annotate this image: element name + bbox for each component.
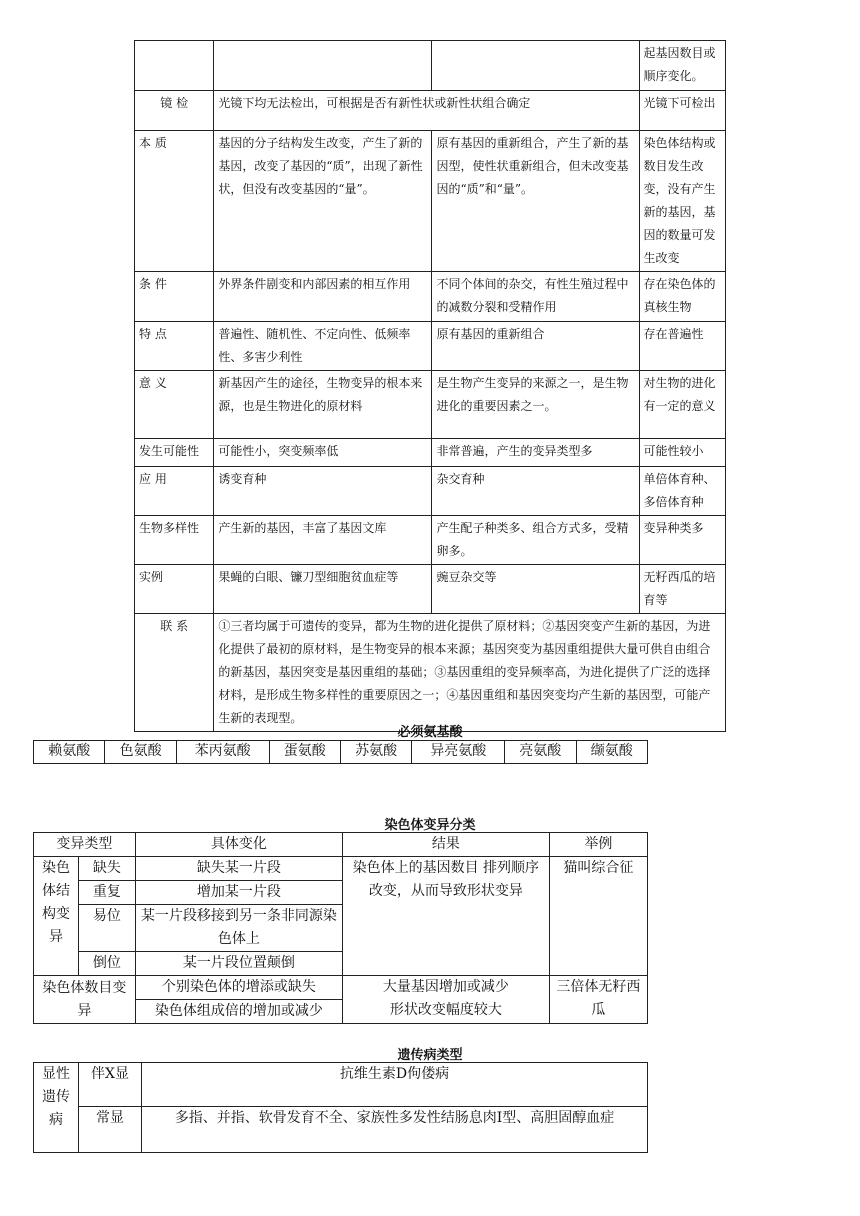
recombination-cell: 杂交育种: [432, 467, 639, 516]
disease-examples: 多指、并指、软骨发育不全、家族性多发性结肠息肉Ⅰ型、高胆固醇血症: [142, 1107, 648, 1153]
recombination-cell: 是生物产生变异的来源之一，是生物进化的重要因素之一。: [432, 371, 639, 439]
gene-mutation-cell: 果蝇的白眼、镰刀型细胞贫血症等: [214, 565, 432, 614]
number-label: 染色体数目变异: [34, 976, 136, 1024]
number-change-cell: [135, 976, 342, 1024]
chromosome-cell: 染色体结构或数目发生改变，没有产生新的基因，基因的数量可发生改变: [639, 131, 725, 272]
table-row: [34, 1063, 648, 1107]
structure-example: 猫叫综合征: [549, 857, 647, 976]
disease-type: 常显: [79, 1107, 142, 1153]
amino-acid-cell: 苏氨酸: [340, 741, 411, 764]
row-label: 意 义: [135, 371, 214, 439]
header-cell: 具体变化: [135, 833, 342, 857]
number-change: 个别染色体的增添或缺失: [136, 976, 342, 1000]
header-cell: 举例: [549, 833, 647, 857]
gene-mutation-cell: 新基因产生的途径，生物变异的根本来源，也是生物进化的原材料: [214, 371, 432, 439]
number-example: 三倍体无籽西瓜: [549, 976, 647, 1024]
chromosome-cell: 可能性较小: [639, 439, 725, 467]
structure-result: 染色体上的基因数目 排列顺序改变，从而导致形状变异: [342, 857, 549, 976]
chromosome-cell: 无籽西瓜的培育等: [639, 565, 725, 614]
amino-acid-cell: 蛋氨酸: [269, 741, 340, 764]
recombination-cell: 原有基因的重新组合: [432, 322, 639, 371]
table-row: [34, 833, 648, 857]
table-row: [135, 272, 726, 322]
gene-mutation-cell: 基因的分子结构发生改变，产生了新的基因，改变了基因的“质”，出现了新性状，但没有改变基因的“量”。: [214, 131, 432, 272]
chromosome-variation-title: 染色体变异分类: [384, 818, 476, 833]
table-row: [135, 131, 726, 272]
number-change: 染色体组成倍的增加或减少: [154, 1003, 323, 1019]
merged-cell: 光镜下均无法检出，可根据是否有新性状或新性状组合确定: [214, 91, 639, 131]
variation-type: 缺失: [79, 857, 136, 881]
variation-change: 增加某一片段: [135, 881, 342, 905]
amino-acid-cell: 色氨酸: [105, 741, 176, 764]
disease-type: 伴X显: [79, 1063, 142, 1107]
chromosome-cell: 光镜下可检出: [639, 91, 725, 131]
chromosome-cell: 对生物的进化有一定的意义: [639, 371, 725, 439]
recombination-cell: 原有基因的重新组合，产生了新的基因型，使性状重新组合，但未改变基因的“质”和“量”。: [432, 131, 639, 272]
table-row: [135, 41, 726, 91]
recombination-cell: [432, 41, 639, 91]
disease-examples: 抗维生素D佝偻病: [142, 1063, 648, 1107]
gene-mutation-cell: 外界条件剧变和内部因素的相互作用: [214, 272, 432, 322]
recombination-cell: 豌豆杂交等: [432, 565, 639, 614]
table-row: [34, 857, 648, 881]
row-label: 镜 检: [135, 91, 214, 131]
variation-comparison-table: [134, 40, 726, 732]
gene-mutation-cell: 普遍性、随机性、不定向性、低频率性、多害少利性: [214, 322, 432, 371]
chromosome-cell: 单倍体育种、多倍体育种: [639, 467, 725, 516]
header-cell: 变异类型: [34, 833, 136, 857]
gene-mutation-cell: 诱变育种: [214, 467, 432, 516]
recombination-cell: 非常普遍，产生的变异类型多: [432, 439, 639, 467]
row-label: 发生可能性: [135, 439, 214, 467]
chromosome-cell: 变异种类多: [639, 516, 725, 565]
row-label: 本 质: [135, 131, 214, 272]
table-row: [135, 439, 726, 467]
chromosome-variation-table: [33, 832, 648, 1024]
amino-acid-cell: 苯丙氨酸: [176, 741, 269, 764]
table-row: [135, 91, 726, 131]
amino-acid-cell: 异亮氨酸: [412, 741, 505, 764]
table-row: [135, 614, 726, 732]
variation-change: 某一片段位置颠倒: [135, 952, 342, 976]
amino-acid-cell: 亮氨酸: [505, 741, 576, 764]
row-label: 生物多样性: [135, 516, 214, 565]
structure-label: 染色体结构变异: [34, 857, 79, 976]
amino-acids-table: [33, 740, 648, 764]
row-label: 应 用: [135, 467, 214, 516]
relationship-cell: ①三者均属于可遗传的变异，都为生物的进化提供了原材料；②基因突变产生新的基因，为进化提供了最初的原材料，是生物变异的根本来源；基因突变为基因重组提供大量可供自由组合的新基因，基因突变是基因重组的基础；③基因重组的变异频率高，为进化提供了广泛的选择材料，是形成生物多样性的重要原因之一；④基因重组和基因突变均产生新的基因型，可能产生新的表现型。: [214, 614, 726, 732]
row-label: [135, 41, 214, 91]
table-row: [34, 741, 648, 764]
genetic-disease-table: [33, 1062, 648, 1153]
recombination-cell: 不同个体间的杂交，有性生殖过程中的减数分裂和受精作用: [432, 272, 639, 322]
variation-change: 某一片段移接到另一条非同源染色体上: [135, 905, 342, 952]
variation-type: 重复: [79, 881, 136, 905]
table-row: [135, 322, 726, 371]
gene-mutation-cell: 可能性小，突变频率低: [214, 439, 432, 467]
chromosome-cell: 存在染色体的真核生物: [639, 272, 725, 322]
table-row: [34, 976, 648, 1024]
variation-type: 易位: [79, 905, 136, 952]
row-label: 条 件: [135, 272, 214, 322]
recombination-cell: 产生配子种类多、组合方式多，受精卵多。: [432, 516, 639, 565]
header-cell: 结果: [342, 833, 549, 857]
gene-mutation-cell: [214, 41, 432, 91]
table-row: [135, 565, 726, 614]
number-result-cell: [342, 976, 549, 1024]
amino-acid-cell: 缬氨酸: [576, 741, 647, 764]
table-row: [34, 1107, 648, 1153]
variation-change: 缺失某一片段: [135, 857, 342, 881]
row-label: 实例: [135, 565, 214, 614]
table-row: [135, 467, 726, 516]
number-result: 形状改变幅度较大: [389, 1002, 502, 1018]
table-row: [135, 371, 726, 439]
disease-category: 显性遗传病: [34, 1063, 79, 1153]
row-label: 特 点: [135, 322, 214, 371]
number-result: 大量基因增加或减少: [382, 979, 509, 995]
amino-acid-cell: 赖氨酸: [34, 741, 105, 764]
amino-acids-title: 必须氨基酸: [397, 725, 463, 740]
variation-type: 倒位: [79, 952, 136, 976]
chromosome-cell: 起基因数目或顺序变化。: [639, 41, 725, 91]
table-row: [135, 516, 726, 565]
chromosome-cell: 存在普遍性: [639, 322, 725, 371]
gene-mutation-cell: 产生新的基因，丰富了基因文库: [214, 516, 432, 565]
genetic-disease-title: 遗传病类型: [397, 1048, 463, 1063]
row-label: 联 系: [135, 614, 214, 732]
